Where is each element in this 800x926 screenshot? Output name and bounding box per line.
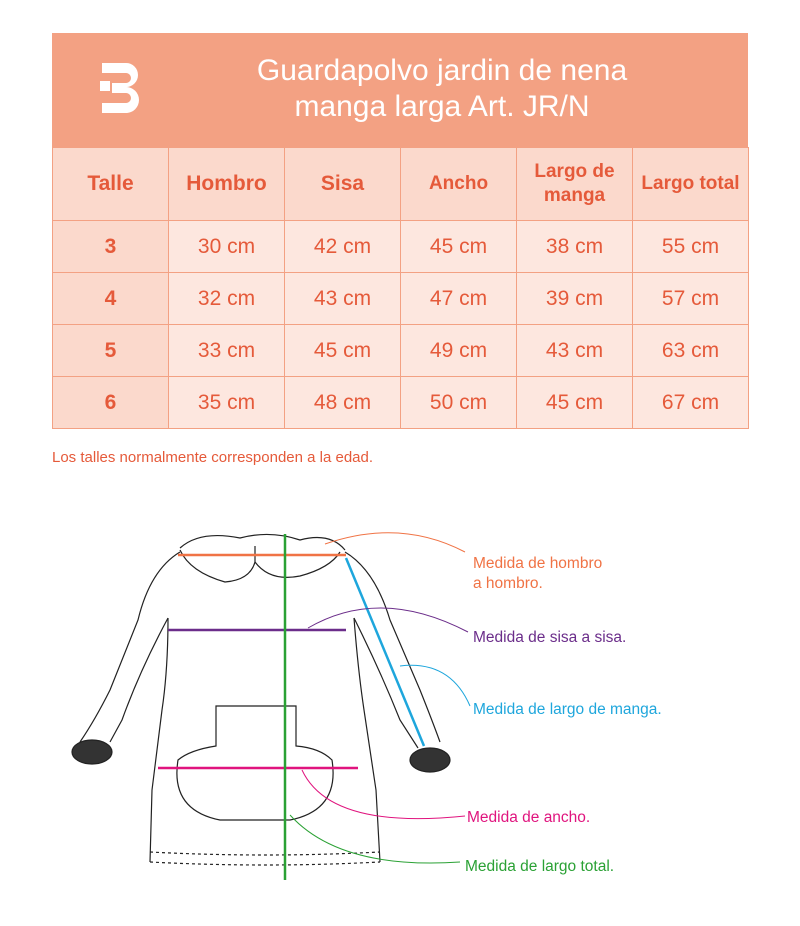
label-manga: Medida de largo de manga.: [473, 701, 662, 718]
table-cell: 30 cm: [169, 221, 285, 273]
table-cell: 43 cm: [285, 273, 401, 325]
col-header-talle: Talle: [53, 148, 169, 221]
table-cell: 4: [53, 273, 169, 325]
hombro-leader: [325, 533, 465, 552]
header-banner: [52, 33, 748, 147]
table-cell: 35 cm: [169, 377, 285, 429]
label-sisa: Medida de sisa a sisa.: [473, 629, 627, 646]
table-cell: 5: [53, 325, 169, 377]
table-cell: 42 cm: [285, 221, 401, 273]
table-cell: 32 cm: [169, 273, 285, 325]
page-title: [162, 53, 722, 125]
label-ancho: Medida de ancho.: [467, 809, 591, 826]
col-header-largo-total: Largo total: [633, 148, 749, 221]
title-line-1: Guardapolvo jardin de nena: [256, 54, 628, 87]
table-cell: 47 cm: [401, 273, 517, 325]
sisa-leader: [308, 608, 468, 632]
col-header-sisa: Sisa: [285, 148, 401, 221]
table-cell: 3: [53, 221, 169, 273]
label-hombro-line-2: a hombro.: [473, 575, 543, 592]
table-row: [53, 221, 749, 273]
col-header-largo-manga: Largo de manga: [517, 148, 633, 221]
label-hombro-line-1: Medida de hombro: [473, 555, 603, 572]
garment-outline: [72, 534, 450, 865]
manga-line: [346, 558, 424, 746]
ancho-leader: [302, 770, 465, 819]
table-cell: 63 cm: [633, 325, 749, 377]
table-cell: 48 cm: [285, 377, 401, 429]
table-cell: 39 cm: [517, 273, 633, 325]
table-cell: 45 cm: [401, 221, 517, 273]
largo-leader: [290, 815, 460, 863]
table-cell: 45 cm: [517, 377, 633, 429]
title-line-2: manga larga Art. JR/N: [294, 90, 590, 123]
table-cell: 55 cm: [633, 221, 749, 273]
table-cell: 33 cm: [169, 325, 285, 377]
col-header-hombro: Hombro: [169, 148, 285, 221]
table-header-row: [53, 148, 749, 221]
table-cell: 38 cm: [517, 221, 633, 273]
col-header-ancho: Ancho: [401, 148, 517, 221]
label-hombro: [473, 554, 602, 594]
manga-leader: [400, 665, 470, 706]
table-cell: 6: [53, 377, 169, 429]
table-row: [53, 325, 749, 377]
size-table: [52, 147, 749, 429]
table-cell: 49 cm: [401, 325, 517, 377]
label-largo: Medida de largo total.: [465, 858, 615, 875]
table-row: [53, 273, 749, 325]
table-cell: 43 cm: [517, 325, 633, 377]
brand-logo: [98, 59, 144, 115]
table-cell: 45 cm: [285, 325, 401, 377]
size-note: Los talles normalmente corresponden a la edad.: [52, 449, 374, 466]
table-cell: 50 cm: [401, 377, 517, 429]
table-cell: 67 cm: [633, 377, 749, 429]
table-row: [53, 377, 749, 429]
table-cell: 57 cm: [633, 273, 749, 325]
